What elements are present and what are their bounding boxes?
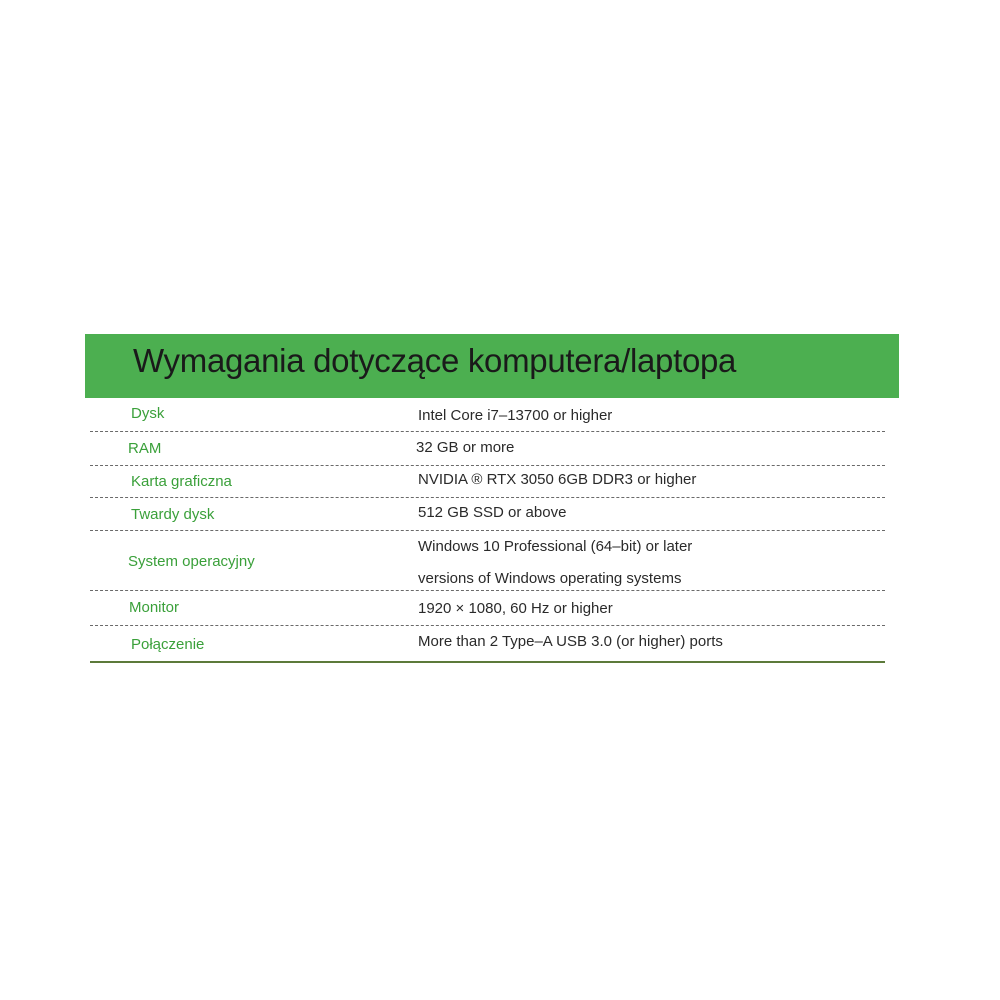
table-row [90,398,885,432]
row-value: 32 GB or more [416,439,515,456]
row-value: 1920 × 1080, 60 Hz or higher [418,600,613,617]
row-value: More than 2 Type–A USB 3.0 (or higher) ports [418,633,723,650]
table-row [90,498,885,531]
row-value-line: versions of Windows operating systems [418,570,682,587]
table-row [90,591,885,626]
row-label: Dysk [131,405,165,422]
row-value-line: Windows 10 Professional (64–bit) or later [418,538,693,555]
header-band [85,334,899,398]
table-row [90,626,885,663]
row-label: RAM [128,440,162,457]
row-label: Karta graficzna [131,473,232,490]
table-row [90,531,885,591]
row-value: Intel Core i7–13700 or higher [418,407,613,424]
row-value: NVIDIA ® RTX 3050 6GB DDR3 or higher [418,471,697,488]
table-row [90,432,885,466]
page-title: Wymagania dotyczące komputera/laptopa [133,342,737,379]
table-row [90,466,885,498]
row-label: System operacyjny [128,553,255,570]
row-label: Połączenie [131,636,205,653]
row-label: Twardy dysk [131,506,215,523]
row-label: Monitor [129,599,180,616]
spec-table [90,398,885,663]
row-value: 512 GB SSD or above [418,504,567,521]
